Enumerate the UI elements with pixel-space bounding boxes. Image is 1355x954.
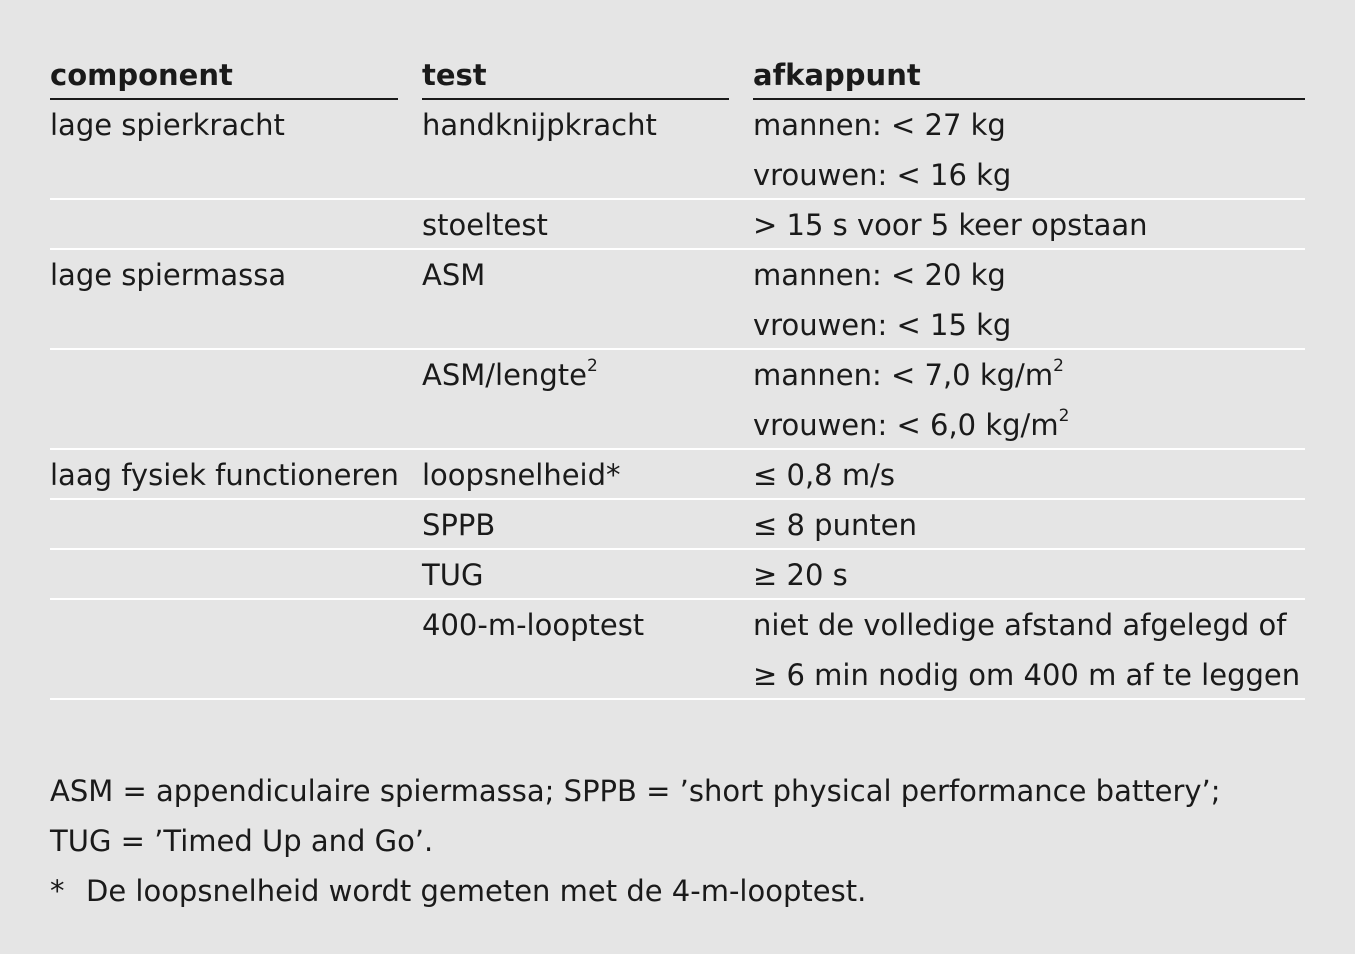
test-cell: handknijpkracht (422, 108, 657, 142)
test-text: ASM/lengte (422, 358, 587, 392)
cutoff-line: mannen: < 20 kg (753, 258, 1006, 292)
cutoff-cell (753, 100, 1011, 200)
table-row (50, 600, 1305, 700)
footnote-text: De loopsnelheid wordt gemeten met de 4-m-looptest. (86, 874, 867, 908)
cutoff-cell: ≤ 8 punten (753, 508, 917, 542)
cutoff-line (753, 350, 1069, 400)
table-row (50, 350, 1305, 450)
cutoff-text: vrouwen: < 6,0 kg/m (753, 408, 1059, 442)
component-cell: lage spierkracht (50, 108, 285, 142)
cutoff-cell: > 15 s voor 5 keer opstaan (753, 208, 1148, 242)
cutoff-line: ≥ 6 min nodig om 400 m af te leggen (753, 658, 1301, 692)
superscript: 2 (586, 356, 598, 377)
table-row (50, 500, 1305, 550)
header-component: component (50, 56, 398, 100)
superscript: 2 (1053, 356, 1064, 377)
cutoff-line (753, 400, 1069, 450)
cutoff-cell: ≥ 20 s (753, 558, 848, 592)
test-cell: stoeltest (422, 208, 548, 242)
test-cell: SPPB (422, 508, 496, 542)
abbreviations-note: TUG = ’Timed Up and Go’. (50, 824, 434, 858)
footnote (50, 866, 1305, 916)
cutoff-cell (753, 350, 1069, 450)
abbreviations-note: ASM = appendiculaire spiermassa; SPPB = ’short physical performance battery’; (50, 774, 1221, 808)
test-cell: loopsnelheid* (422, 458, 621, 492)
test-cell: ASM (422, 258, 486, 292)
cutoff-line: vrouwen: < 16 kg (753, 158, 1012, 192)
cutoff-line: niet de volledige afstand afgelegd of (753, 608, 1287, 642)
table-row (50, 200, 1305, 250)
cutoff-text: mannen: < 7,0 kg/m (753, 358, 1054, 392)
component-cell: lage spiermassa (50, 258, 287, 292)
table-notes (50, 766, 1305, 916)
superscript: 2 (1058, 406, 1070, 427)
table-row (50, 100, 1305, 200)
test-cell (422, 350, 598, 400)
component-cell: laag fysiek functioneren (50, 458, 399, 492)
table-row (50, 550, 1305, 600)
table-row (50, 450, 1305, 500)
cutoff-line: mannen: < 27 kg (753, 108, 1006, 142)
cutoff-cell: ≤ 0,8 m/s (753, 458, 895, 492)
table-row (50, 250, 1305, 350)
cutoff-line: vrouwen: < 15 kg (753, 308, 1012, 342)
header-cutoff: afkappunt (753, 56, 1305, 100)
test-cell: 400-m-looptest (422, 608, 645, 642)
table-body (50, 100, 1305, 700)
test-cell: TUG (422, 558, 484, 592)
header-test: test (422, 56, 729, 100)
cutoff-cell (753, 600, 1300, 700)
asterisk-marker: * (50, 874, 65, 908)
cutoff-cell (753, 250, 1011, 350)
